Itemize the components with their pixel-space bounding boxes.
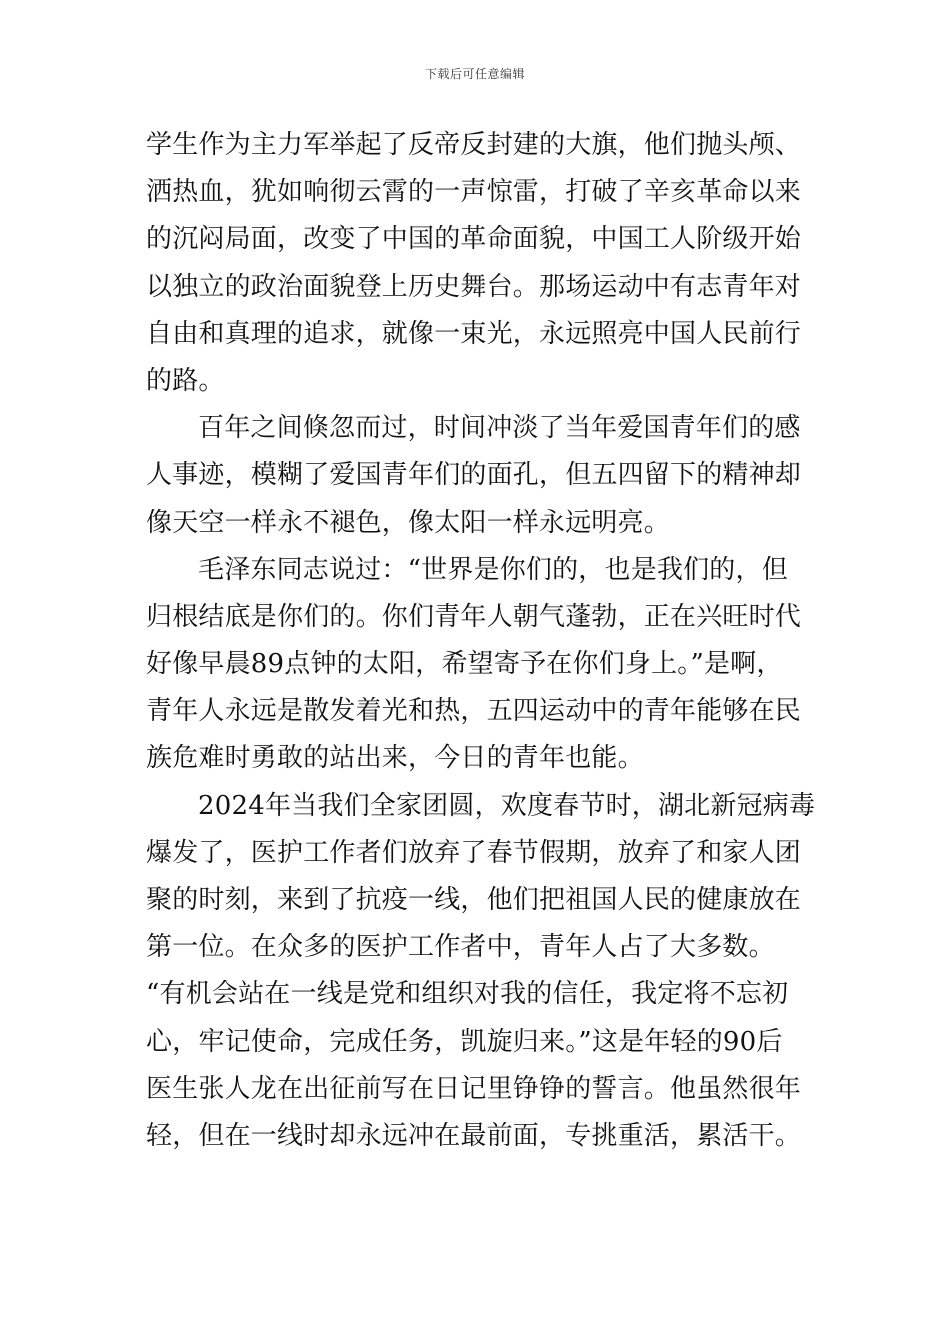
- text-line: 洒热血，犹如响彻云霄的一声惊雷，打破了辛亥革命以来: [146, 177, 802, 208]
- page-header: 下载后可任意编辑: [424, 67, 525, 81]
- text-line: 学生作为主力军举起了反帝反封建的大旗，他们抛头颅、: [146, 130, 802, 160]
- text-line: 归根结底是你们的。你们青年人朝气蓬勃，正在兴旺时代: [146, 601, 802, 632]
- paragraph-start-line: 百年之间倏忽而过，时间冲淡了当年爱国青年们的感: [198, 413, 801, 444]
- text-line: 自由和真理的追求，就像一束光，永远照亮中国人民前行: [146, 318, 802, 349]
- text-line: 人事迹，模糊了爱国青年们的面孔，但五四留下的精神却: [146, 460, 802, 491]
- body-text: [146, 122, 816, 1160]
- text-line: 的路。: [146, 365, 225, 396]
- text-line: 爆发了，医护工作者们放弃了春节假期，放弃了和家人团: [146, 837, 802, 868]
- text-line: 轻，但在一线时却永远冲在最前面，专挑重活，累活干。: [146, 1120, 802, 1151]
- paragraph-start-line: 2024年当我们全家团圆，欢度春节时，湖北新冠病毒: [198, 790, 816, 821]
- paragraph-start-line: 毛泽东同志说过：“世界是你们的，也是我们的，但: [198, 554, 788, 585]
- text-line: 族危难时勇敢的站出来，今日的青年也能。: [146, 743, 644, 774]
- text-line: 第一位。在众多的医护工作者中，青年人占了大多数。: [146, 932, 775, 963]
- text-line: 医生张人龙在出征前写在日记里铮铮的誓言。他虽然很年: [146, 1073, 802, 1104]
- text-line: 青年人永远是散发着光和热，五四运动中的青年能够在民: [146, 696, 802, 727]
- text-line: 好像早晨89点钟的太阳，希望寄予在你们身上。”是啊，: [146, 649, 783, 680]
- text-line: 心，牢记使命，完成任务，凯旋归来。”这是年轻的90后: [146, 1026, 783, 1057]
- text-line: 的沉闷局面，改变了中国的革命面貌，中国工人阶级开始: [146, 224, 802, 255]
- text-line: 像天空一样永不褪色，像太阳一样永远明亮。: [146, 507, 671, 538]
- text-line: “有机会站在一线是党和组织对我的信任，我定将不忘初: [146, 979, 789, 1010]
- text-line: 以独立的政治面貌登上历史舞台。那场运动中有志青年对: [146, 271, 802, 302]
- text-line: 聚的时刻，来到了抗疫一线，他们把祖国人民的健康放在: [146, 885, 802, 915]
